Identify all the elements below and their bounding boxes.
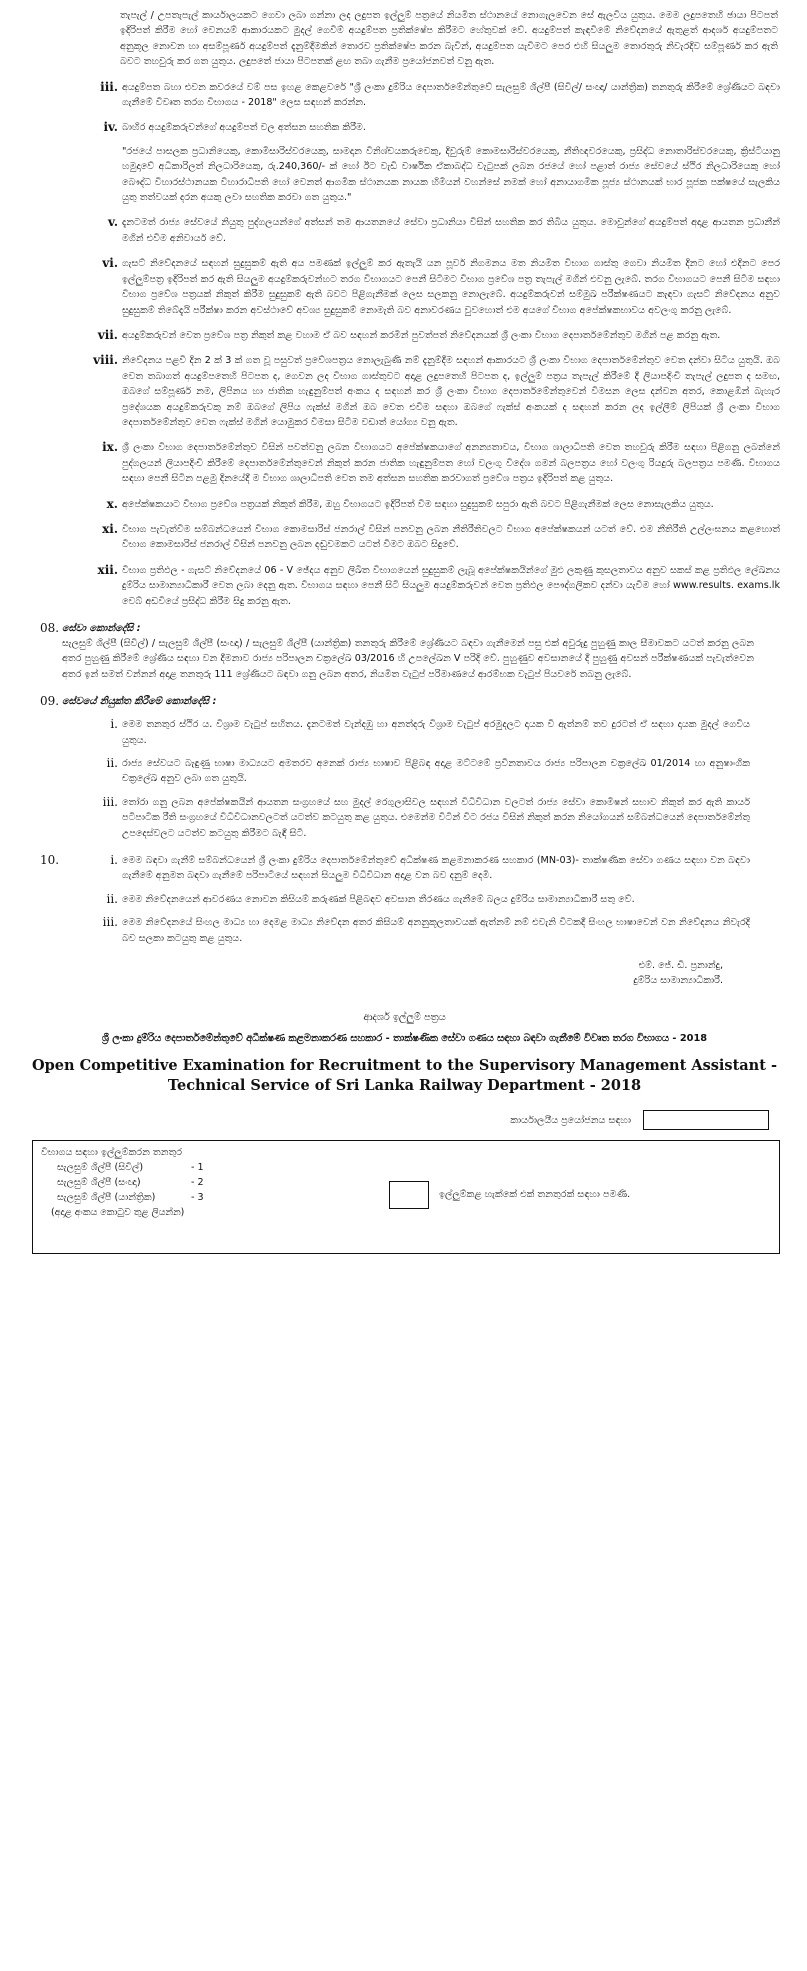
sub-item-number: iv. xyxy=(103,120,118,135)
sub-item-number: viii. xyxy=(93,353,118,368)
sub-item-x xyxy=(26,497,780,512)
sub-item-viii xyxy=(26,353,780,430)
list-item-number: iii. xyxy=(102,915,118,930)
post-option-code: - 2 xyxy=(191,1177,204,1189)
section-body: සැලසුම් ශිල්පී (සිවිල්) / සැලසුම් ශිල්පී (සංඥා) / සැලසුම් ශිල්පී (යාන්ත්‍රික) තනතුරු කිරීමේ ශ්‍රේණියට බඳවා ගැනීමෙන් පසු එක් අවුරුදු පුහුණු කාල සීමාවකට යටත් කරනු ලබන අතර පුහුණු කිරීමේ ශ්‍රේණිය සඳහා වන දීමනාව රාජ්‍ය පරිපාලන චක්‍රලේඛ 03/2016 හි උපලේඛන V පරිදි වේ. පුහුණුව අවසානයේ දී පුහුණු අවසන් පරීක්ෂණයක් පැවැත්වෙන අතර ඉන් සමත් වන්නන් අදාළ තනතුරු 111 ශ්‍රේණියට බඳවා ගනු ලබන අතර, නියමිත වැටුප් පරිමාණයේ ආරම්භක වැටුප් පියවරේ තබනු ලැබේ. xyxy=(62,638,754,680)
list-item xyxy=(26,892,750,907)
sub-items-list xyxy=(26,80,783,609)
sub-item-number: xi. xyxy=(102,521,118,536)
sub-item-text: දැනටමත් රාජ්‍ය සේවයේ නියුතු පුද්ගලයන්ගේ අත්සන් තම ආයතනයේ සේවා ප්‍රධානියා විසින් සහතික කර තිබිය යුතුය. මොවුන්ගේ අයදුම්පත් අදාළ ආයතන ප්‍රධානීන් මගින් එවීම අනිවාර්ය වේ. xyxy=(122,217,780,244)
sub-item-iv xyxy=(26,120,780,205)
signatory-title: දුම්රිය සාමාන්‍යාධිකාරී. xyxy=(633,975,723,987)
list-item-text: රාජ්‍ය සේවයට බැඳුණු භාෂා මාධ්‍යයට අමතරව අනෙක් රාජ්‍ය භාෂාව පිළිබඳ අදාළ මට්ටමේ ප්‍රවීනතාවය රාජ්‍ය පරිපාලන චක්‍රලේඛ 01/2014 හා අනුෂාංගික චක්‍රලේඛ අනුව ලබා ගත යුතුයි. xyxy=(122,758,750,785)
intro-paragraph: තැපැල් / උපතැපැල් කාර්යාලයකට ගෙවා ලබා ගන්නා ලද ලදුපත ඉල්ලුම් පත්‍රයේ නියමිත ස්ථානයේ නොගැලවෙන සේ ඇලවිය යුතුය. මෙම ලදුපතෙහි ඡායා පිටපත් ඉදිරිපත් කිරීම හෝ වෙනයම් ආකාරයකට මුදල් ගෙවීම් අයදුම්පත ප්‍රතික්ෂේප කිරීමට හේතුවක් වේ. අයදුම්පත් කැඳවීමේ නිවේදනයේ ඇතුළත් ආදර්ශ අයදුම්පතට අනුකූල නොවන හා අසම්පූර්ණ අයදුම්පත් දැනුම්දීමකින් තොරව ප්‍රතික්ෂේප කරන බැවින්, අයදුම්පත යැවීමට පෙර එහි සියලුම තොරතුරු නිවැරදිව සම්පූර්ණ කර ඇති බවට තහවුරු කර ගත යුතුය. ලදුපතේ ජායා පිටපතක් ළඟ තබා ගැනීම ප්‍රයෝජනවත් වනු ඇත. xyxy=(120,10,778,68)
list-item xyxy=(26,915,750,946)
form-title-english: Open Competitive Examination for Recruitment to the Supervisory Management Assistant - Technical Service of Sri Lanka Railway Department - 2018 xyxy=(32,1057,777,1095)
form-title: ආදර්ශ ඉල්ලුම් පත්‍රය xyxy=(363,1012,446,1024)
post-option-name: සැලසුම් ශිල්පී (යාන්ත්‍රික) xyxy=(57,1192,156,1204)
list-item-number: iii. xyxy=(102,794,118,809)
sub-item-vii xyxy=(26,328,780,343)
sub-item-text: විභාග පැවැත්වීම සම්බන්ධයෙන් විභාග කොමසාරිස් ජනරාල් විසින් පනවනු ලබන නීතිරීතිවලට විභාග අපේක්ෂකයන් යටත් වේ. එම නීතිරීති උල්ලංඝනය කළහොත් විභාග කොමසාරිස් ජනරාල් විසින් පනවනු ලබන දඬුවමකට යටත් වීමට ඔබට සිදුවේ. xyxy=(122,523,780,551)
sub-item-text: ගැසට් නිවේදනයේ සඳහන් සුදුසුකම් ඇති අය පමණක් ඉල්ලුම් කර ඇතැයි යන පූර්ව නිගමනය මත නියමිත විභාග ගාස්තු ගෙවා නියමිත දිනට හෝ එදිනට පෙර ඉල්ලුම්පත්‍ර ඉදිරිපත් කර ඇති සියලුම අයදුම්කරුවන්හට තරග විභාගයට පෙනී සිටීමට විභාග ප්‍රවේශ පත්‍ර තැපැල් මගින් එවනු ලැබේ. තරග විභාගයට පෙනී සිටීම සඳහා විභාග ප්‍රවේශ පත්‍රයක් නිකුත් කිරීම සුදුසුකම් ඇති බවට පිළිගැනීමක් ලෙස සලකනු නොලැබේ. අයදුම්කරුවන් සම්මුඛ පරීක්ෂණයට කැඳවා ගැසට් නිවේදනය අනුව සුදුසුකම් තිබේදැයි පරීක්ෂා කරන අවස්ථාවේ අවශ්‍ය සුදුසුකම් නොමැති බව අනාවරණය වුවහොත් එම අයගේ විභාග අපේක්ෂකභාවය අවලංගු කරනු ලැබේ. xyxy=(122,258,780,316)
sub-item-number: vi. xyxy=(102,256,118,271)
signature-block xyxy=(26,958,723,988)
sub-item-text: බාහිර අයදුම්කරුවන්ගේ අයදුම්පත් වල අත්සන සහතික කිරීම. xyxy=(122,122,366,134)
list-item-text: මෙම නිවේදනයෙන් ආවරණය නොවන කිසියම් කරුණක් පිළිබඳව අවසාන තීරණය ගැනීමේ බලය දුම්රිය සාමාන්‍යාධිකාරී සතු වේ. xyxy=(122,893,635,905)
section-appointment-conditions xyxy=(26,694,782,841)
sub-item-text: විභාග ප්‍රතිඵල - ගැසට් නිවේදනයේ 06 - V ඡේදය අනුව ලිඛිත විභාගයෙන් සුදුසුකම් ලැබූ අපේක්ෂකයින්ගේ මුළු ලකුණු කුසලතාවය අනුව සකස් කළ ප්‍රතිඵල ලේඛනය දුම්රිය සාමාන්‍යාධිකාරී වෙත ලබා දෙනු ඇත. විභාගය සඳහා පෙනී සිටි සියලුම අයදුම්කරුවන් වෙත ප්‍රතිඵල පෞද්ගලිකව දන්වා යැවීම හෝ www.results. exams.lk වෙබ් අඩවියේ ප්‍රසිද්ධ කිරීම සිදු කරනු ඇත. xyxy=(122,564,780,607)
list-item-text: මෙම තනතුර ස්ථිර ය. විශ්‍රාම වැටුප් සහිතය. දැනටමත් වැන්දඹු හා අනත්දරු විශ්‍රාම වැටුප් අරමුදලට දායක වී ඇත්නම් තව දුරටත් ඒ සඳහා දායක මුදල් ගෙවිය යුතුය. xyxy=(122,719,750,746)
sub-item-ix xyxy=(26,440,780,486)
sub-item-text: නිවේදනය පළවී දින 2 ක් 3 ක් ගත වූ පසුවත් ප්‍රවේශපත්‍රය නොලැබුණි නම් දැනුම්දීම සඳහන් ආකාරයට ශ්‍රී ලංකා විභාග දෙපාර්තමේන්තුව වෙත දන්වා සිටිය යුතුයි. ඔබ වෙත තබාගත් අයදුම්පතෙහි පිටපත ද, ගෙවන ලද විභාග ගාස්තුවට අදාළ ලදුපතෙහි පිටපත ද, ඉල්ලුම් පත්‍රය තැපැල් කිරීමේ දී ලියාපදිංචි තැපැල් ලදුපත ද සමඟ, ඔබගේ සම්පූර්ණ නම, ලිපිනය හා ජාතික හැඳුනුම්පත් අංකය ද සඳහන් කර ශ්‍රී ලංකා විභාග දෙපාර්තමේන්තුවෙන් විමසන ලෙස දන්වන අතර, කොළඹින් බැහැර ප්‍රදේශයක අයදුම්කරුවකු නම් ඔබගේ ලිපිය ෆැක්ස් මගින් ඔබ වෙත එවීම සඳහා ඔබගේ ෆැක්ස් අංකයක් ද සඳහන් කරන ලද ඉල්ලීම් ලිපියක් ශ්‍රී ලංකා විභාග දෙපාර්තමේන්තුව වෙත ෆැක්ස් මගින් යොමුකර විමසා සිටීම වඩාත් යෝග්‍ය වනු ඇත. xyxy=(122,355,780,428)
post-label: විභාගය සඳහා ඉල්ලුම්කරන තනතුර xyxy=(41,1147,183,1159)
list-item xyxy=(26,717,750,748)
code-box-note: ඉල්ලුම්කළ හැක්කේ එක් තනතුරක් සඳහා පමණි. xyxy=(439,1189,631,1201)
sub-item-number: v. xyxy=(108,215,118,230)
sub-item-text: අපේක්ෂකයාට විභාග ප්‍රවේශ පත්‍රයක් නිකුත් කිරීම, ඔහු විභාගයට ඉදිරිපත් වීම සඳහා සුදුසුකම් සපුරා ඇති බවට පිළිගැනීමක් ලෙස නොසැලකිය යුතුය. xyxy=(122,498,714,510)
sub-item-number: ix. xyxy=(102,440,118,455)
sub-item-number: vii. xyxy=(97,327,118,342)
sub-item-v xyxy=(26,215,780,246)
sub-item-text: අයදුම්කරුවන් වෙත ප්‍රවේශ පත්‍ර නිකුත් කළ වහාම ඒ බව සඳහන් කරමින් පුවත්පත් නිවේදනයක් ශ්‍රී ලංකා විභාග දෙපාර්තමේන්තුව මගින් පළ කරනු ඇත. xyxy=(122,329,721,341)
list-item xyxy=(26,756,750,787)
signatory-name: එම්. ජේ. ඩී. ප්‍රනාන්දු, xyxy=(638,960,723,972)
sub-item-number: x. xyxy=(106,496,118,511)
sub-item-text: අයදුම්පත බහා එවන කවරයේ වම් පස ඉහළ කෙළවරේ "ශ්‍රී ලංකා දුම්රිය දෙපාර්තමේන්තුවේ සැලසුම් ශිල්පී (සිවිල්/ සංඥා/ යාන්ත්‍රික) තනතුරු කිරීමේ ශ්‍රේණියට බඳවා ගැනීමේ විවෘත තරග විභාගය - 2018" ලෙස සඳහන් කරන්න. xyxy=(122,81,780,109)
sub-item-vi xyxy=(26,256,780,318)
list-item-number: ii. xyxy=(106,756,118,771)
form-subtitle: ශ්‍රී ලංකා දුම්රිය දෙපාර්තමේන්තුවේ අධීක්ෂණ කළමනාකරණ සහකාර - තාක්ෂණික සේවා ගණය සඳහා බඳවා ගැනීමේ විවෘත තරග විභාගය - 2018 xyxy=(101,1033,708,1045)
office-use-box[interactable] xyxy=(643,1110,769,1130)
post-selection-box xyxy=(32,1140,780,1254)
office-use-row xyxy=(26,1110,769,1130)
list-item xyxy=(26,795,750,841)
list-item-text: මෙම නිවේදනයේ සිංහල මාධ්‍ය හා දෙමළ මාධ්‍ය නිවේදන අතර කිසියම් අනනුකූලතාවයක් ඇත්නම් නම් එවැනි විටකදී සිංහල භාෂාවෙන් වන නිවේදනය නිවැරදි බව සලකා කටයුතු කළ යුතුය. xyxy=(122,917,750,944)
post-code-box[interactable] xyxy=(389,1181,429,1209)
section-general xyxy=(26,853,782,946)
sub-item-number: xii. xyxy=(97,562,118,577)
section-heading: සේවයේ නියුක්ත කිරීමේ කොන්දේසි : xyxy=(62,696,217,708)
section-heading: සේවා කොන්දේසි : xyxy=(62,623,141,634)
post-option xyxy=(57,1160,771,1175)
post-option-name: සැලසුම් ශිල්පී (සිවිල්) xyxy=(57,1162,144,1174)
list-item-text: තෝරා ගනු ලබන අපේක්ෂකයින් ආයතන සංග්‍රහයේ සහ මුදල් රෙගුලාසිවල සඳහන් විධිවිධාන වලටත් රාජ්‍ය සේවා කොමිෂන් සභාව නිකුත් කර ඇති කාර්ය පටිපාටික රීති සංග්‍රහයේ විධිවිධානවලටත් යටත්ව කටයුතු කළ යුතුය. එමෙන්ම විටින් විට රජය විසින් නිකුත් කරන නියෝගයන් සම්බන්ධයෙන් දෙපාර්තමේන්තු උපදෙස්වලට යටත්ව කටයුතු කිරීමට බැඳී සිටී. xyxy=(122,796,750,839)
list-item-number: i. xyxy=(110,853,118,868)
sub-item-xi xyxy=(26,522,780,553)
sub-item-iii xyxy=(26,80,780,111)
post-option-code: - 1 xyxy=(191,1162,204,1174)
list-item-text: මෙම බඳවා ගැනීම් සම්බන්ධයෙන් ශ්‍රී ලංකා දුම්රිය දෙපාර්තමේන්තුවේ අධීක්ෂණ කළමනාකරණ සහකාර (MN-03)- තාක්ෂණික සේවා ගණය සඳහා වන බඳවා ගැනීමේ අනුමත බඳවා ගැනීමේ පරිපාටියේ සඳහන් සියලුම විධිවිධාන අදාළ වන බව දනුම් දෙමි. xyxy=(122,855,750,882)
sub-item-quote: "රජයේ පාසලක ප්‍රධානියෙකු, කොමිසාරිස්වරයෙකු, සාමදාන විනිශ්චයකරුවෙකු, දිවුරුම් කොමසාරිස්වරයෙකු, නීතිඥවරයෙකු, ප්‍රසිද්ධ නොතාරිස්වරයෙකු, ක්‍රිස්ටියානු හමුදාවේ අධිකාරිලත් නිලධාරියෙකු, රු.240,360/- ක් හෝ ඊට වැඩි වාර්ෂික ඒකාබද්ධ වැටුපක් ලබන රජයේ හෝ පළාත් රාජ්‍ය සේවයේ ස්ථිර නිලධාරියෙකු හෝ බෞද්ධ විහාරස්ථානයක විහාරාධිපති හෝ වෙනත් ආගමික ස්ථානයක නායක හිමියන් වහන්සේ නමක් හෝ අනායාගමික පූජ්‍ය ස්ථානයක් භාර පූජක පක්ෂයේ සැලකිය යුතු තත්වයක් දරන අයකු ලවා සහතික කරවා ගත යුතුය." xyxy=(122,145,780,204)
sub-item-text: ශ්‍රී ලංකා විභාග දෙපාර්තමේන්තුව විසින් පවත්වනු ලබන විභාගයට අපේක්ෂකයාගේ අනන්‍යතාවය, විභාග ශාලාධිපති වෙත තහවුරු කිරීම සඳහා පිළිගනු ලබන්නේ පුද්ගලයන් ලියාපදිංචි කිරීමේ දෙපාර්තමේන්තුවෙන් නිකුත් කරන ජාතික හැඳුනුම්පත හෝ වලංගු විදේශ ගමන් බලපත්‍රය හෝ වලංගු රියදුරු බලපත්‍රය පමණි. විභාගය සඳහා පෙනී සිටින පළමු දිනයේදී ම විභාග ශාලාධිපති වෙත තම අත්සන සහතික කරවාගත් ප්‍රවේශ පත්‍රය ඉදිරිපත් කළ යුතුය. xyxy=(122,442,780,485)
section-service-conditions xyxy=(26,621,782,682)
sub-item-xii xyxy=(26,563,780,609)
section-number: 09. xyxy=(40,694,60,709)
office-use-label: කාර්යාලයීය ප්‍රයෝජනය සඳහා xyxy=(510,1114,631,1126)
list-item xyxy=(26,853,750,884)
section-number: 10. xyxy=(40,853,60,868)
options-note: (අදාළ අංකය කොටුව තුළ ලියන්න) xyxy=(51,1207,185,1219)
sub-item-number: iii. xyxy=(100,79,118,94)
post-option-code: - 3 xyxy=(191,1192,204,1204)
list-item-number: i. xyxy=(110,717,118,732)
section-number: 08. xyxy=(40,621,60,635)
post-option-name: සැලසුම් ශිල්පී (සංඥා) xyxy=(57,1177,141,1189)
list-item-number: ii. xyxy=(106,891,118,906)
